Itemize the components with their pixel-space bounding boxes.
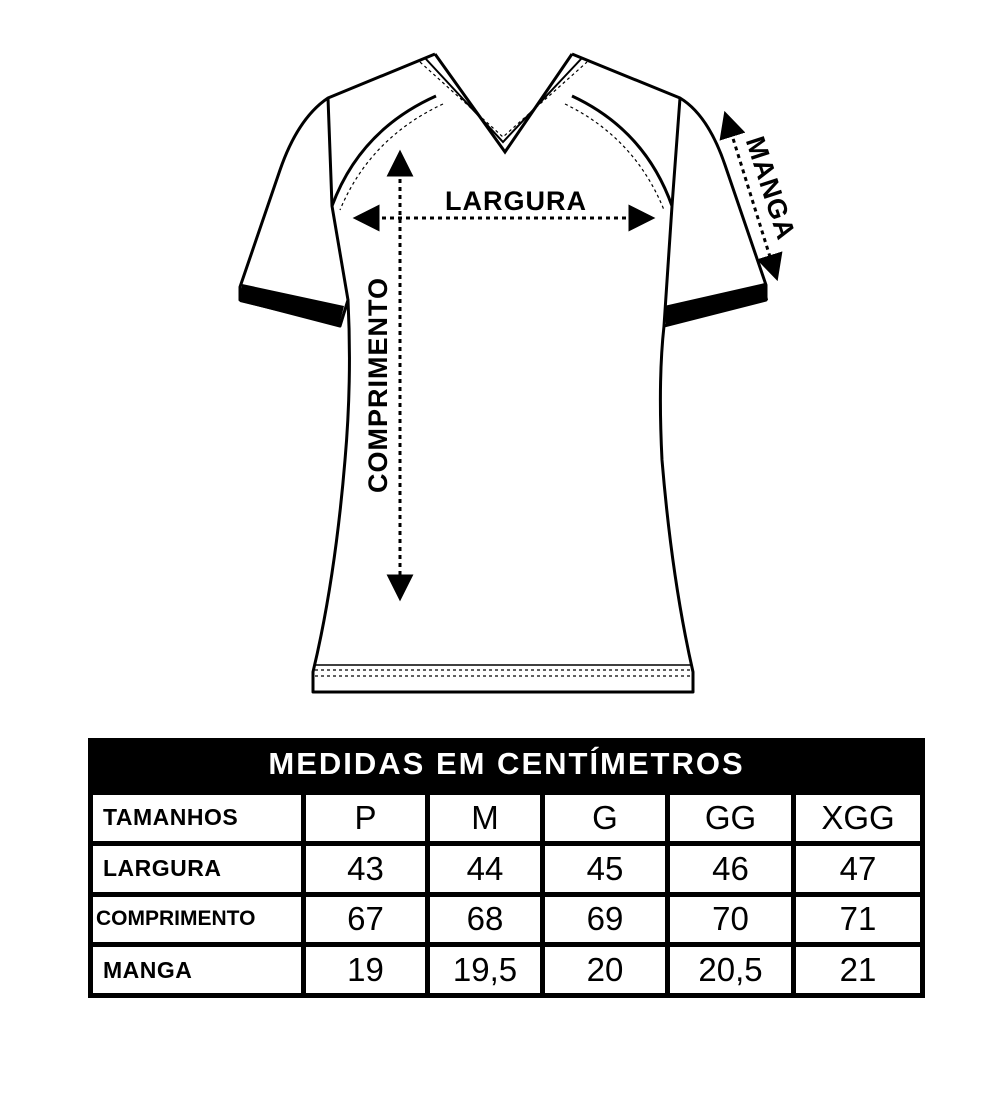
measure-cell: 19 (304, 945, 428, 996)
measure-cell: 69 (543, 894, 668, 945)
table-row (91, 843, 923, 894)
measure-cell: 67 (304, 894, 428, 945)
measure-cell: 45 (543, 843, 668, 894)
collar (435, 54, 572, 152)
measure-cell: 47 (794, 843, 923, 894)
table-row (91, 945, 923, 996)
length-label: COMPRIMENTO (363, 276, 393, 494)
row-label: LARGURA (91, 843, 304, 894)
size-header: GG (668, 793, 794, 844)
measure-cell: 19,5 (428, 945, 543, 996)
measure-cell: 21 (794, 945, 923, 996)
measure-cell: 43 (304, 843, 428, 894)
measure-cell: 44 (428, 843, 543, 894)
measure-cell: 68 (428, 894, 543, 945)
measure-cell: 71 (794, 894, 923, 945)
sleeve-label: MANGA (739, 132, 802, 244)
measure-cell: 20 (543, 945, 668, 996)
size-header: XGG (794, 793, 923, 844)
size-header: G (543, 793, 668, 844)
size-header: M (428, 793, 543, 844)
right-raglan-seam (572, 96, 672, 206)
size-header: P (304, 793, 428, 844)
size-chart-table (88, 738, 925, 998)
measure-cell: 46 (668, 843, 794, 894)
table-title: MEDIDAS EM CENTÍMETROS (268, 746, 745, 781)
width-label: LARGURA (445, 186, 587, 216)
table-header-row (91, 793, 923, 844)
row-label: MANGA (91, 945, 304, 996)
left-cuff (240, 284, 344, 326)
measure-cell: 70 (668, 894, 794, 945)
sizes-header-label: TAMANHOS (91, 793, 304, 844)
left-raglan-seam (332, 96, 436, 206)
table-row (91, 894, 923, 945)
row-label: COMPRIMENTO (91, 894, 304, 945)
measure-cell: 20,5 (668, 945, 794, 996)
